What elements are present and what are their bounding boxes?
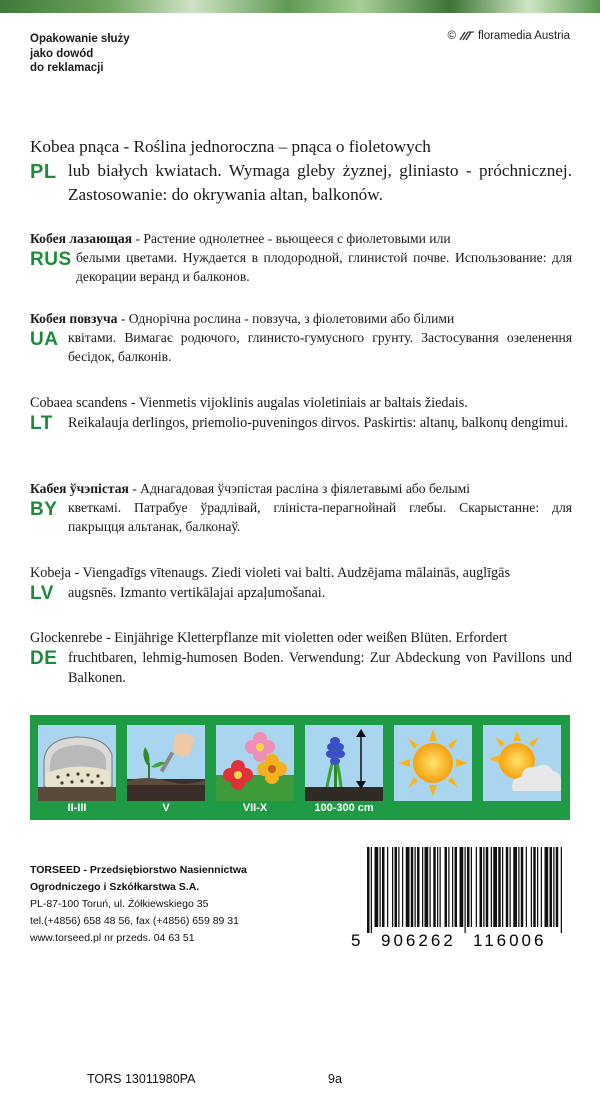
barcode-bar — [398, 847, 399, 927]
barcode-digit-lead: 5 — [351, 931, 361, 950]
plant-name: Cobaea scandens — [30, 395, 128, 411]
barcode-bar — [455, 847, 458, 927]
barcode-bar — [406, 847, 410, 927]
barcode-bar — [483, 847, 484, 927]
lang-description — [30, 628, 572, 688]
growing-info-band — [30, 715, 570, 820]
lang-code: UA — [30, 329, 59, 350]
product-code: TORS 13011980PA — [87, 1072, 196, 1086]
barcode-bar — [440, 847, 441, 927]
lang-code: BY — [30, 499, 58, 520]
company-phone: tel.(+4856) 658 48 56, fax (+4856) 659 89 31 — [30, 915, 239, 927]
plant-name: Кобея лазающая — [30, 231, 133, 246]
barcode-bar — [502, 847, 503, 927]
barcode-bar — [445, 847, 448, 927]
flowering-months: VII-X — [242, 802, 268, 814]
barcode — [345, 843, 571, 950]
lang-block-rus — [30, 229, 572, 286]
lang-description — [30, 393, 572, 433]
barcode-bar — [422, 847, 423, 927]
barcode-bar — [486, 847, 489, 927]
flowers-icon — [216, 725, 294, 801]
plant-name: Кобея повзуча — [30, 311, 118, 326]
barcode-bar — [531, 847, 532, 927]
desc-rest: квітами. Вимагає родючого, глинисто-гумусного грунту. Застосування озеленення бесідок, балконів. — [68, 330, 572, 364]
lang-code: LV — [30, 583, 54, 604]
lang-description — [30, 479, 572, 536]
plant-name: Glockenrebe — [30, 630, 103, 646]
plant-name: Kobeja — [30, 565, 71, 581]
desc-line1: - Roślina jednoroczna – pnąca o fioletowych — [119, 137, 431, 156]
barcode-bar — [382, 847, 385, 927]
barcode-bar — [526, 847, 527, 927]
lang-block-de — [30, 628, 572, 688]
company-name-cont: Ogrodniczego i Szkółkarstwa S.A. — [30, 881, 200, 893]
lang-code: LT — [30, 413, 53, 434]
plant-name: Kobea pnąca — [30, 137, 120, 156]
barcode-bar — [387, 847, 388, 927]
company-website: www.torseed.pl nr przeds. 04 63 51 — [30, 932, 195, 944]
barcode-bar — [480, 847, 483, 927]
barcode-bar — [392, 847, 393, 927]
complaint-notice — [30, 32, 230, 76]
top-photo-strip — [0, 0, 600, 13]
company-info — [30, 862, 330, 947]
barcode-bar — [513, 847, 517, 927]
barcode-bar — [411, 847, 414, 927]
lang-block-lt — [30, 393, 572, 433]
desc-line1: - Однорічна рослина - повзуча, з фіолетовими або білими — [117, 311, 455, 326]
copyright-symbol: © — [447, 30, 456, 42]
barcode-bar — [371, 847, 372, 933]
barcode-bar — [561, 847, 562, 933]
barcode-bar — [465, 847, 466, 933]
barcode-bar — [471, 847, 472, 927]
barcode-bar — [545, 847, 549, 927]
lang-block-ua — [30, 309, 572, 366]
barcode-bar — [448, 847, 449, 927]
height-icon — [305, 725, 383, 801]
company-name: TORSEED - Przedsiębiorstwo Nasiennictwa — [30, 864, 247, 876]
barcode-bar — [367, 847, 370, 933]
barcode-bar — [541, 847, 542, 927]
desc-rest: белыми цветами. Нуждается в плодородной, глинистой почве. Использование: для декорации веранд и балконов. — [76, 250, 572, 284]
barcode-bar — [425, 847, 429, 927]
desc-rest: Reikalauja derlingos, priemolio-puveningos dirvos. Paskirtis: altanų, balkonų dengimui. — [68, 415, 569, 431]
barcode-bars — [345, 843, 571, 950]
plant-height: 100-300 cm — [314, 802, 374, 814]
barcode-bar — [518, 847, 519, 927]
desc-rest: fruchtbaren, lehmig-humosen Boden. Verwendung: Zur Abdeckung von Pavillons und Balkonen. — [68, 650, 572, 686]
plant-name: Кабея ўчэпістая — [30, 481, 129, 496]
barcode-bar — [537, 847, 538, 927]
barcode-bar — [491, 847, 492, 927]
barcode-digits-right: 116006 — [473, 931, 547, 950]
barcode-bar — [417, 847, 420, 927]
barcode-bar — [506, 847, 509, 927]
desc-rest: кветкамі. Патрабуе ўрадлівай, гліністa-перагнойнай глебы. Скарыстанне: для пакрыцця альтанак, балконаў. — [68, 500, 572, 534]
barcode-bar — [452, 847, 453, 927]
lang-description — [30, 563, 572, 603]
copyright-text: floramedia Austria — [477, 30, 570, 42]
barcode-bar — [460, 847, 464, 927]
lang-block-lv — [30, 563, 572, 603]
complaint-line: jako dowód — [30, 47, 94, 60]
barcode-bar — [402, 847, 403, 927]
lang-description — [30, 229, 572, 286]
desc-line1: - Растение однолетнее - вьющееся с фиолетовыми или — [132, 231, 451, 246]
lang-block-pl — [30, 135, 572, 207]
desc-line1: - Vienmetis vijoklinis augalas violetiniais ar baltais žiedais. — [127, 395, 468, 411]
sowing-months: II-III — [67, 802, 87, 814]
desc-line1: - Einjährige Kletterpflanze mit violetten oder weißen Blüten. Erfordert — [102, 630, 508, 646]
lang-description — [30, 309, 572, 366]
barcode-bar — [521, 847, 524, 927]
barcode-bar — [375, 847, 379, 927]
barcode-bar — [553, 847, 554, 927]
barcode-bar — [415, 847, 416, 927]
barcode-bar — [437, 847, 438, 927]
complaint-line: do reklamacji — [30, 62, 104, 74]
partial-sun-icon — [483, 725, 561, 801]
complaint-line: Opakowanie służy — [30, 33, 130, 45]
lang-code: PL — [30, 161, 57, 183]
barcode-bar — [533, 847, 536, 927]
barcode-bar — [510, 847, 511, 927]
lang-block-by — [30, 479, 572, 536]
desc-rest: lub białych kwiatach. Wymaga gleby żyznej, gliniasto - próchnicznej. Zastosowanie: do okrywania altan, balkonów. — [68, 161, 572, 204]
barcode-bar — [433, 847, 436, 927]
barcode-bar — [556, 847, 559, 927]
desc-line1: - Аднагадовая ўчэпістая расліна з фіялетавымі або белымі — [128, 481, 471, 496]
planting-icon — [127, 725, 205, 801]
barcode-digits-left: 906262 — [381, 931, 456, 950]
barcode-bar — [430, 847, 431, 927]
floramedia-logo-icon — [459, 31, 475, 41]
company-address: PL-87-100 Toruń, ul. Żółkiewskiego 35 — [30, 898, 209, 910]
barcode-bar — [380, 847, 381, 927]
full-sun-icon — [394, 725, 472, 801]
barcode-bar — [493, 847, 497, 927]
barcode-bar — [498, 847, 501, 927]
page-number: 9a — [328, 1072, 342, 1086]
lang-code: RUS — [30, 249, 72, 270]
lang-description — [30, 135, 572, 207]
barcode-bar — [395, 847, 398, 927]
barcode-bar — [550, 847, 553, 927]
desc-rest: augsnēs. Izmanto vertikālajai apzaļumošanai. — [68, 585, 326, 601]
planting-month: V — [162, 802, 170, 814]
desc-line1: - Viengadīgs vītenaugs. Ziedi violeti vai balti. Audzējama mālainās, auglīgās — [70, 565, 510, 581]
tunnel-sowing-icon — [38, 725, 116, 801]
copyright — [447, 30, 570, 42]
lang-code: DE — [30, 648, 58, 669]
barcode-bar — [467, 847, 470, 927]
barcode-bar — [476, 847, 477, 927]
